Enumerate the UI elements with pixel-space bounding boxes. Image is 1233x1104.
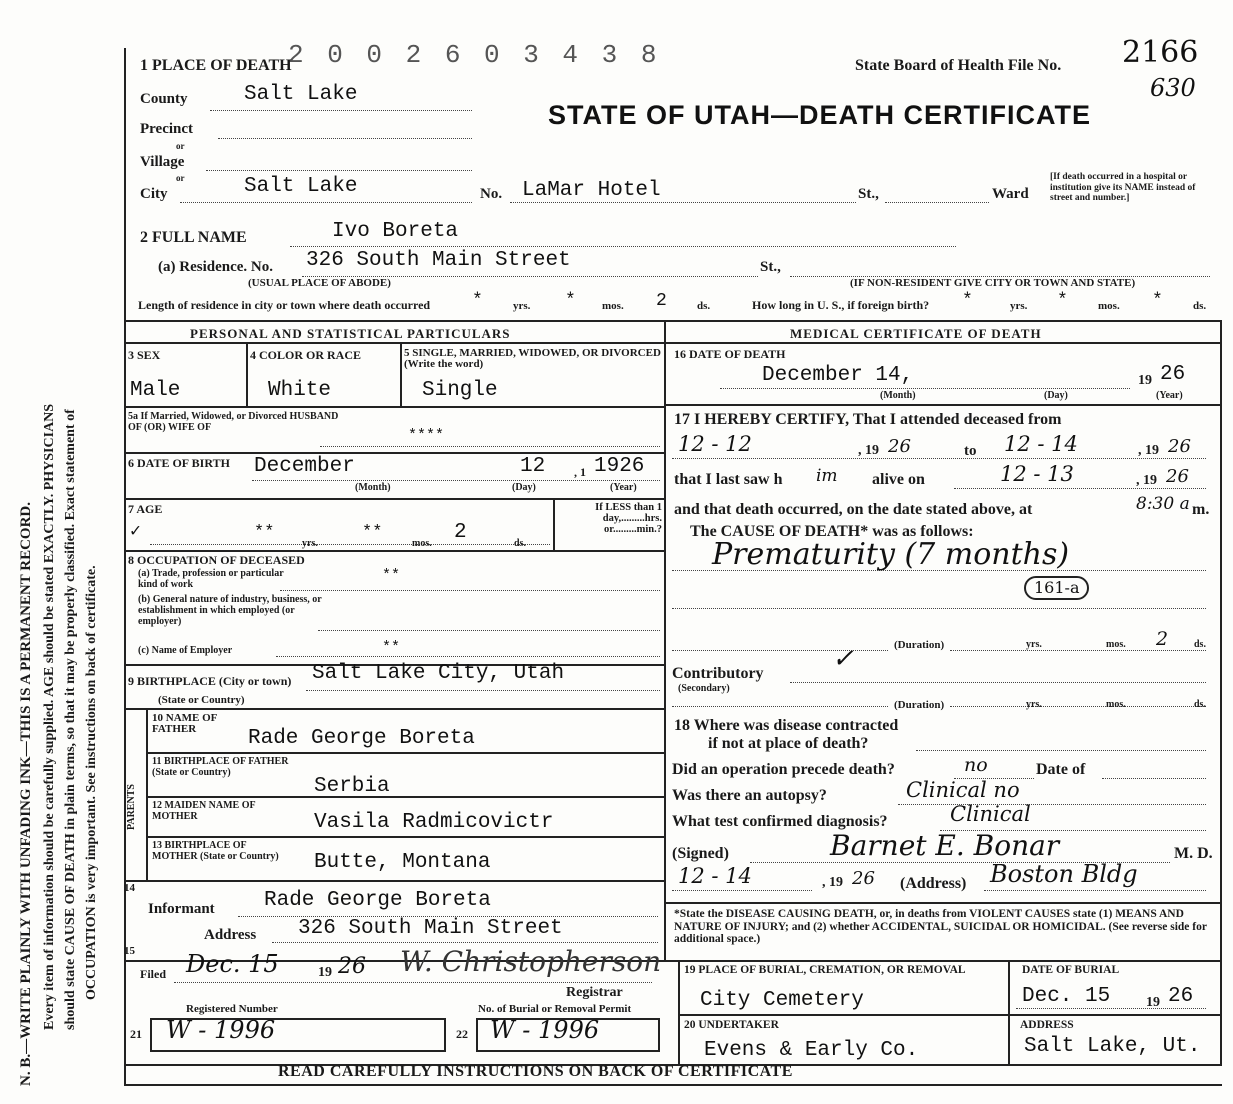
physician-address: Boston Bldg	[990, 860, 1138, 888]
birthplace-value: Salt Lake City, Utah	[312, 662, 565, 685]
full-name-label: 2 FULL NAME	[140, 229, 247, 246]
length-of-residence-label: Length of residence in city or town where death occurred	[138, 298, 431, 312]
city-label: City	[140, 186, 168, 202]
race-value: White	[268, 379, 332, 402]
mother-birthplace: Butte, Montana	[314, 851, 491, 874]
death-time: 8:30 a	[1136, 494, 1190, 514]
center-divider	[664, 322, 666, 960]
county-value: Salt Lake	[244, 83, 358, 106]
marital-value: Single	[422, 379, 498, 402]
age-days: 2	[454, 521, 467, 544]
medical-section-header: MEDICAL CERTIFICATE OF DEATH	[790, 326, 1042, 341]
ward-label: Ward	[992, 186, 1029, 202]
autopsy-answer: Clinical no	[906, 778, 1020, 802]
residence-label: (a) Residence. No.	[158, 259, 273, 275]
undertaker-address: Salt Lake, Ut.	[1024, 1035, 1201, 1058]
dob-day: 12	[520, 455, 546, 478]
signature-date: 12 - 14	[678, 864, 752, 888]
physician-signature: Barnet E. Bonar	[830, 829, 1060, 862]
registered-number: W - 1996	[166, 1016, 276, 1044]
registrar-signature: W. Christopherson	[400, 945, 662, 978]
cause-code: 161-a	[1024, 576, 1089, 600]
undertaker-name: Evens & Early Co.	[704, 1039, 919, 1062]
file-sub-number: 630	[1150, 74, 1196, 102]
precinct-label: Precinct	[140, 121, 194, 137]
place-of-death-label: 1 PLACE OF DEATH	[140, 57, 292, 74]
informant-name: Rade George Boreta	[264, 889, 491, 912]
cause-footnote: *State the DISEASE CAUSING DEATH, or, in deaths from VIOLENT CAUSES state (1) MEANS AND NATURE OF INJURY; and (2) whether ACCIDENTAL, SUICIDAL OR HOMICIDAL. (See reverse side for additional space.)	[674, 908, 1207, 945]
spouse-value: ****	[408, 427, 445, 444]
st-label: St.,	[858, 186, 879, 202]
village-label: Village	[140, 154, 185, 170]
us-residence-label: How long in U. S., if foreign birth?	[752, 298, 930, 312]
operation-answer: no	[964, 754, 988, 776]
city-value: Salt Lake	[244, 175, 358, 198]
personal-section-header: PERSONAL AND STATISTICAL PARTICULARS	[190, 326, 511, 341]
residence-value: 326 South Main Street	[306, 249, 571, 272]
duration-days: 2	[1156, 628, 1169, 650]
file-number-label: State Board of Health File No.	[855, 57, 1062, 74]
dob-month: December	[254, 455, 355, 478]
no-label: No.	[480, 186, 503, 202]
side-note-3: should state CAUSE OF DEATH in plain terms, so that it may be properly classified. Exact statement of	[63, 409, 78, 1030]
certificate-title: STATE OF UTAH—DEATH CERTIFICATE	[548, 100, 1091, 130]
full-name-value: Ivo Boreta	[332, 220, 459, 243]
informant-address: 326 South Main Street	[298, 917, 563, 940]
side-note-4: OCCUPATION is very important. See instructions on back of certificate.	[84, 565, 99, 1000]
father-name: Rade George Boreta	[248, 727, 475, 750]
burial-date: Dec. 15	[1022, 985, 1111, 1008]
death-address: LaMar Hotel	[522, 179, 661, 202]
stamp-number: 2 0 0 2 6 0 3 4 3 8	[288, 40, 661, 70]
parents-label: PARENTS	[126, 784, 137, 830]
side-note-1: N. B.—WRITE PLAINLY WITH UNFADING INK—THIS IS A PERMANENT RECORD.	[18, 502, 34, 1086]
certify-statement: 17 I HEREBY CERTIFY, That I attended deceased from	[674, 411, 1062, 428]
burial-place: City Cemetery	[700, 989, 864, 1012]
footer-instructions: READ CAREFULLY INSTRUCTIONS ON BACK OF CERTIFICATE	[278, 1063, 793, 1080]
sex-value: Male	[130, 379, 181, 402]
permit-number: W - 1996	[490, 1016, 600, 1044]
filed-date: Dec. 15	[186, 950, 279, 978]
left-border	[124, 48, 126, 1086]
file-number: 2166	[1122, 35, 1199, 70]
dob-year: 1926	[594, 455, 645, 478]
date-of-death: December 14,	[762, 364, 914, 387]
last-saw-alive: 12 - 13	[1000, 462, 1074, 486]
cause-of-death: Prematurity (7 months)	[712, 537, 1070, 572]
burial-year: 26	[1168, 985, 1194, 1008]
county-label: County	[140, 91, 188, 107]
death-year: 26	[1160, 363, 1186, 386]
right-border	[1220, 320, 1222, 1066]
attended-from: 12 - 12	[678, 432, 752, 456]
hospital-note: [If death occurred in a hospital or institution give its NAME instead of street and number.]	[1050, 172, 1196, 203]
attended-to: 12 - 14	[1004, 432, 1078, 456]
father-birthplace: Serbia	[314, 775, 390, 798]
diagnosis-test: Clinical	[950, 802, 1031, 826]
mother-maiden-name: Vasila Radmicovictr	[314, 811, 554, 834]
side-note-2: Every item of information should be carefully supplied. AGE should be stated EXACTLY. PHYSICIANS	[42, 403, 57, 1030]
